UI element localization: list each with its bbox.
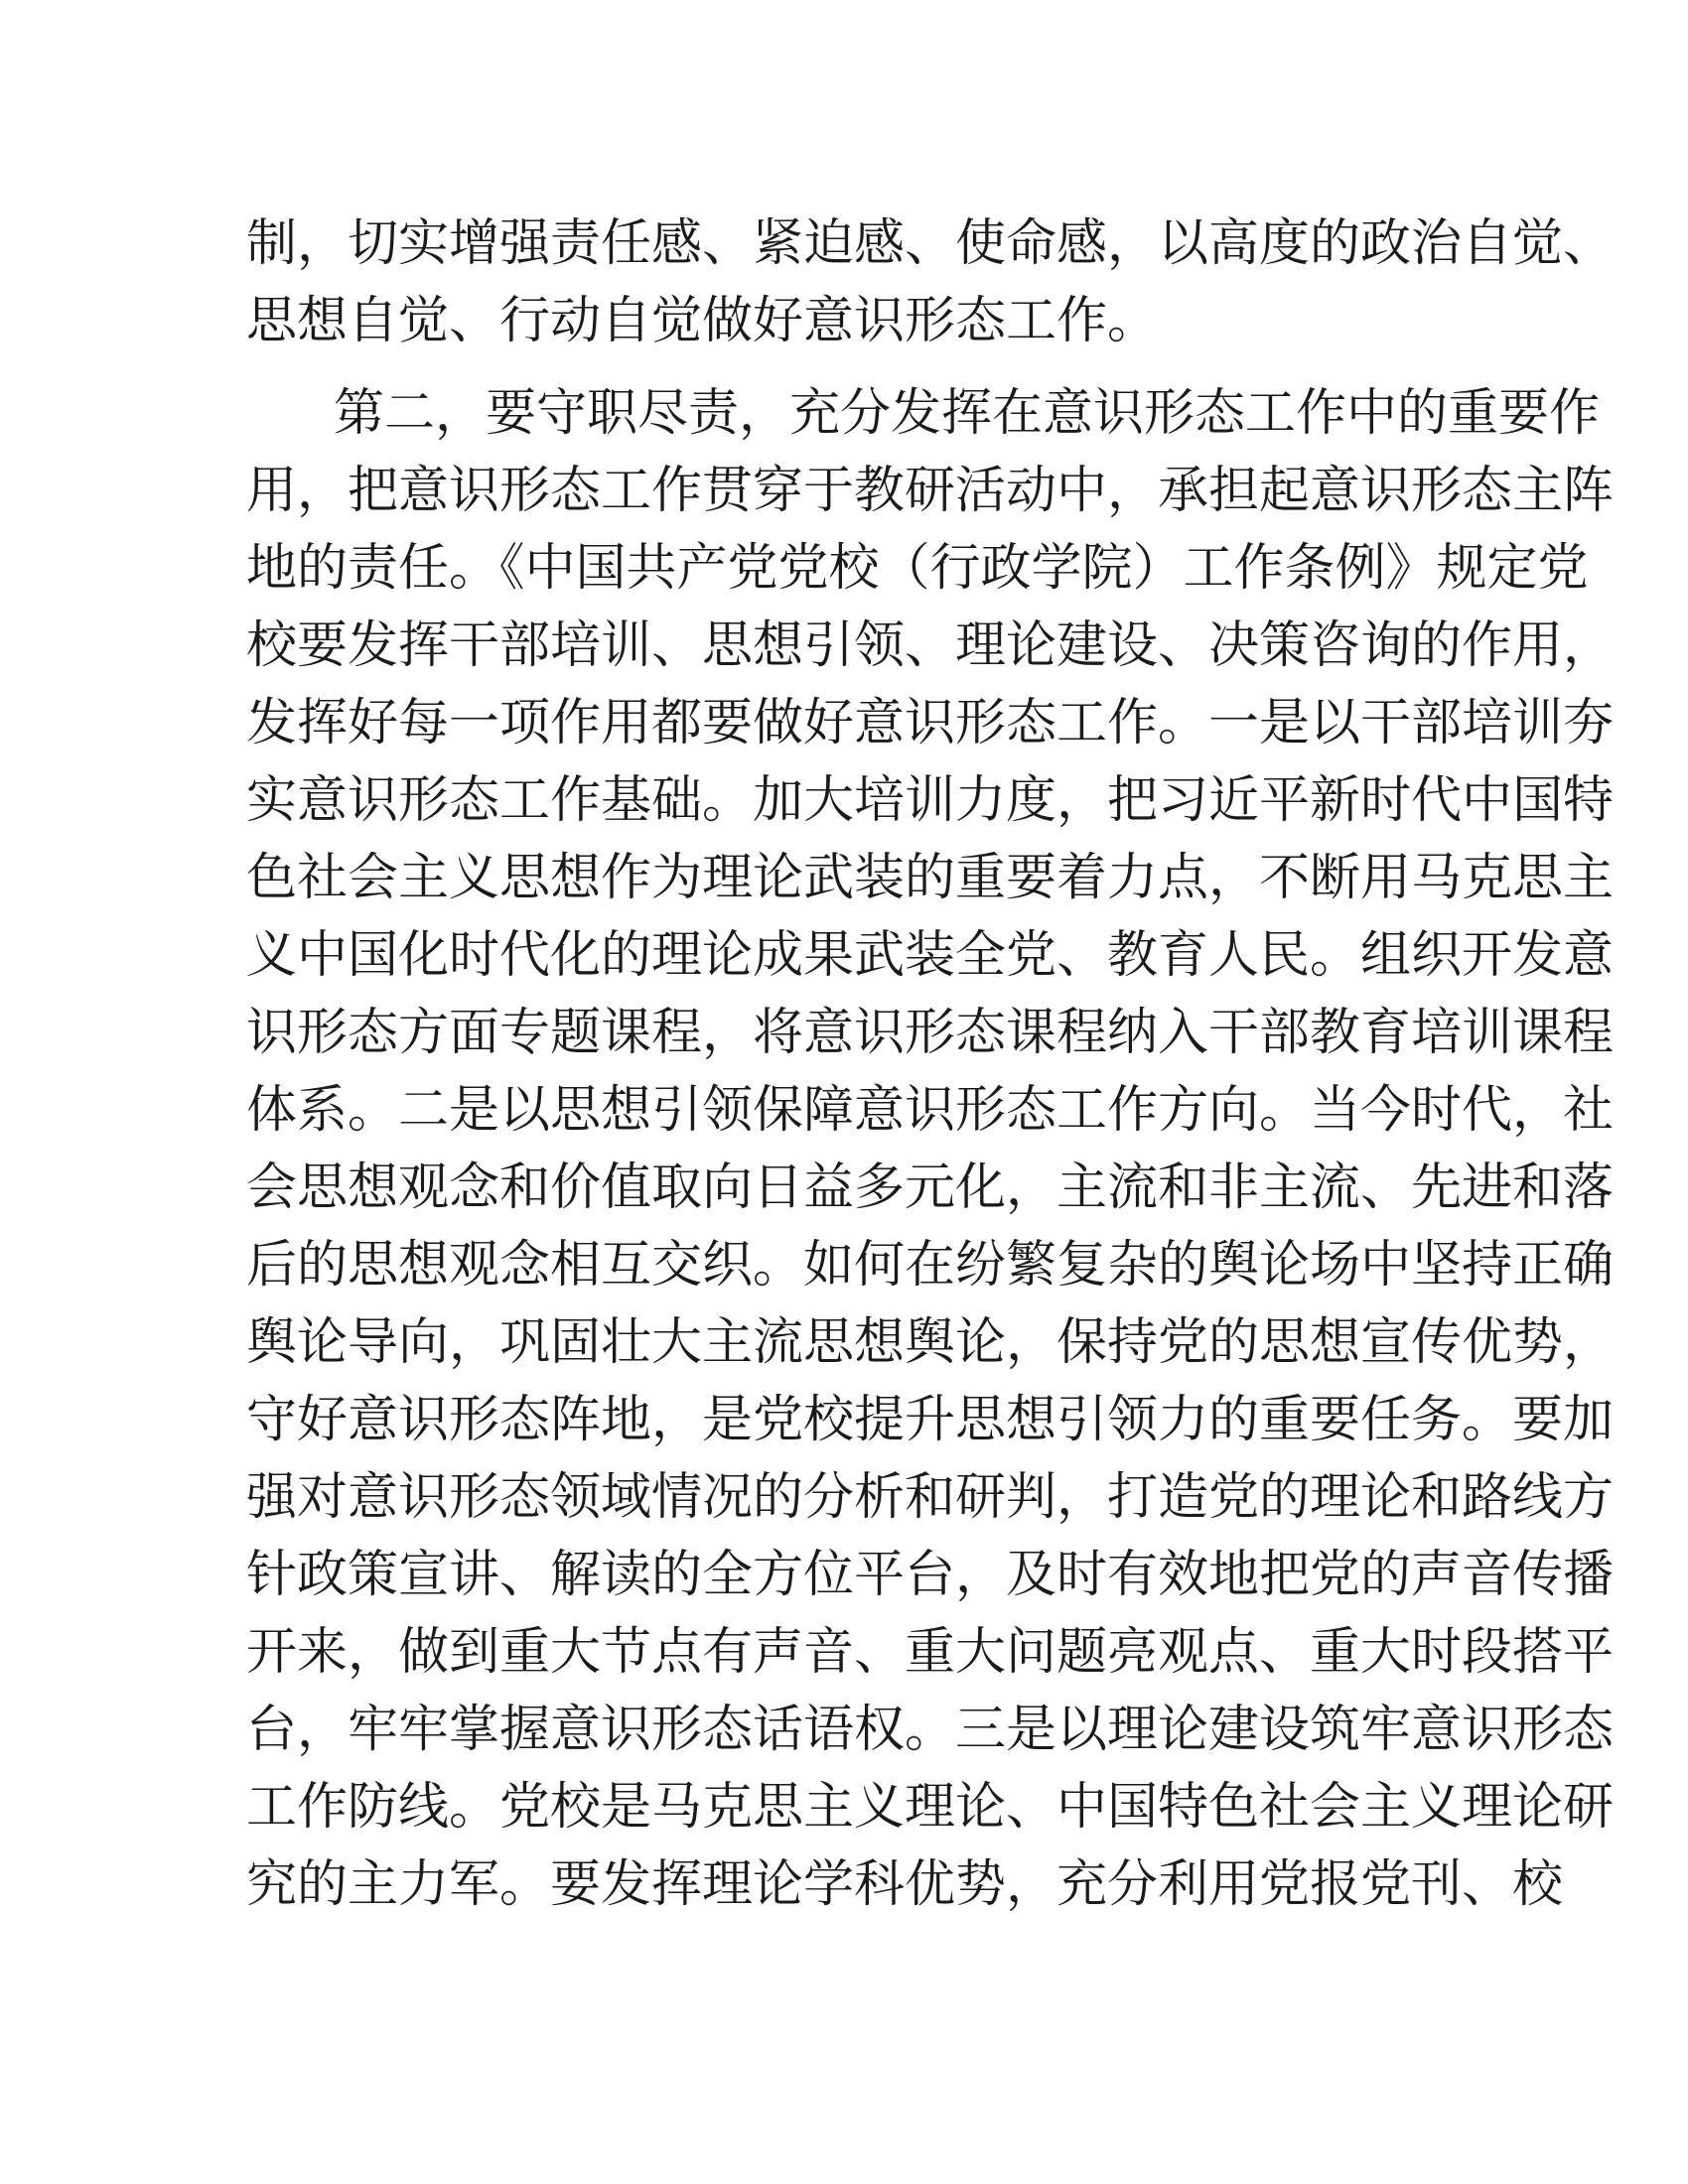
- text-line-9: 色社会主义思想作为理论武装的重要着力点，不断用马克思主: [246, 849, 1615, 907]
- text-line-21: 工作防线。党校是马克思主义理论、中国特色社会主义理论研: [246, 1778, 1615, 1837]
- text-line-2: 思想自觉、行动自觉做好意识形态工作。: [246, 292, 1159, 350]
- text-line-18: 针政策宣讲、解读的全方位平台，及时有效地把党的声音传播: [246, 1546, 1615, 1604]
- text-line-5: 地的责任。《中国共产党党校（行政学院）工作条例》规定党: [246, 539, 1589, 598]
- text-line-15: 舆论导向，巩固壮大主流思想舆论，保持党的思想宣传优势，: [246, 1313, 1615, 1372]
- text-line-4: 用，把意识形态工作贯穿于教研活动中，承担起意识形态主阵: [246, 462, 1615, 520]
- text-line-6: 校要发挥干部培训、思想引领、理论建设、决策咨询的作用，: [246, 616, 1615, 675]
- text-line-13: 会思想观念和价值取向日益多元化，主流和非主流、先进和落: [246, 1159, 1615, 1217]
- text-line-7: 发挥好每一项作用都要做好意识形态工作。一是以干部培训夯: [246, 694, 1615, 752]
- text-line-19: 开来，做到重大节点有声音、重大问题亮观点、重大时段搭平: [246, 1623, 1615, 1682]
- text-line-17: 强对意识形态领域情况的分析和研判，打造党的理论和路线方: [246, 1468, 1615, 1527]
- text-line-1: 制，切实增强责任感、紧迫感、使命感，以高度的政治自觉、: [246, 214, 1615, 273]
- text-line-11: 识形态方面专题课程，将意识形态课程纳入干部教育培训课程: [246, 1004, 1615, 1062]
- text-line-14: 后的思想观念相互交织。如何在纷繁复杂的舆论场中坚持正确: [246, 1236, 1615, 1295]
- text-line-20: 台，牢牢掌握意识形态话语权。三是以理论建设筑牢意识形态: [246, 1701, 1615, 1759]
- text-line-16: 守好意识形态阵地，是党校提升思想引领力的重要任务。要加: [246, 1391, 1615, 1449]
- text-line-8: 实意识形态工作基础。加大培训力度，把习近平新时代中国特: [246, 771, 1615, 830]
- text-line-12: 体系。二是以思想引领保障意识形态工作方向。当今时代，社: [246, 1081, 1615, 1140]
- paragraph-2-first-line: 第二，要守职尽责，充分发挥在意识形态工作中的重要作: [334, 384, 1601, 443]
- text-line-22: 究的主力军。要发挥理论学科优势，充分利用党报党刊、校: [246, 1855, 1564, 1914]
- text-line-10: 义中国化时代化的理论成果武装全党、教育人民。组织开发意: [246, 926, 1615, 985]
